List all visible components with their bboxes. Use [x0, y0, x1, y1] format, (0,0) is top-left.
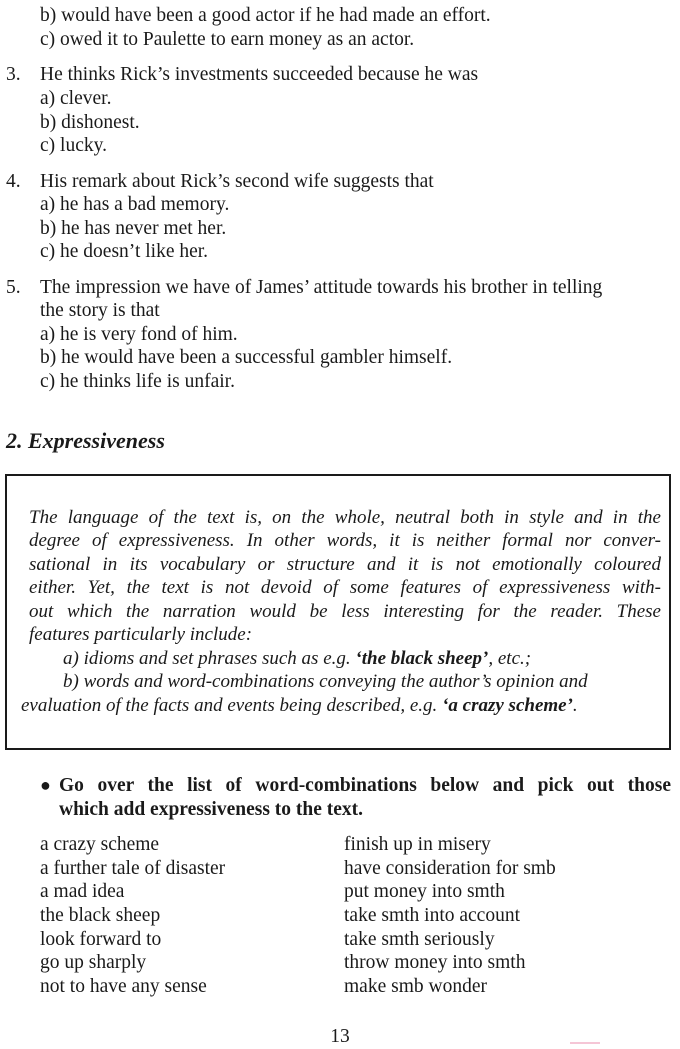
box-item-a-after: , etc.; — [488, 648, 532, 669]
list-item: take smth into account — [344, 905, 520, 927]
box-line-6: features particularly include: — [29, 624, 253, 645]
list-item: throw money into smth — [344, 952, 526, 974]
list-item: a further tale of disaster — [40, 857, 226, 879]
q2-option-c: c) owed it to Paulette to earn money as an actor. — [40, 29, 415, 50]
q3-option-b: b) dishonest. — [40, 112, 140, 133]
q3-number: 3. — [6, 64, 21, 85]
bullet-icon: ● — [40, 775, 51, 795]
q3-option-c: c) lucky. — [40, 135, 107, 156]
box-line-1: The language of the text is, on the whole, neutral both in style and in the — [29, 507, 661, 528]
explanation-box — [5, 474, 671, 750]
box-line-5: out which the narration would be less interesting for the reader. These — [29, 601, 661, 622]
section-heading: 2. Expressiveness — [6, 428, 165, 453]
q3-option-a: a) clever. — [40, 88, 112, 109]
q5-option-b: b) he would have been a successful gambler himself. — [40, 347, 453, 368]
box-item-b-line-2 — [21, 694, 578, 718]
q4-stem: His remark about Rick’s second wife suggests that — [40, 171, 434, 192]
box-line-2: degree of expressiveness. In other words, it is neither formal nor conver- — [29, 530, 661, 551]
q4-option-a: a) he has a bad memory. — [40, 194, 230, 215]
box-line-4: either. Yet, the text is not devoid of some features of expressiveness with- — [29, 577, 661, 598]
q5-number: 5. — [6, 277, 21, 298]
q3-stem: He thinks Rick’s investments succeeded because he was — [40, 64, 479, 85]
list-item: make smb wonder — [344, 976, 487, 998]
list-item: take smth seriously — [344, 928, 495, 950]
q4-option-b: b) he has never met her. — [40, 218, 227, 239]
list-item: put money into smth — [344, 881, 505, 903]
box-item-a — [63, 647, 531, 671]
q2-option-b: b) would have been a good actor if he had made an effort. — [40, 5, 491, 26]
task-line-2: which add expressiveness to the text. — [59, 799, 364, 820]
q5-option-a: a) he is very fond of him. — [40, 324, 238, 345]
box-item-a-phrase: ‘the black sheep’ — [355, 648, 489, 669]
list-item: have consideration for smb — [344, 857, 556, 879]
list-item: a crazy scheme — [40, 834, 160, 855]
word-list-right — [344, 833, 556, 999]
word-list-left — [40, 833, 225, 999]
list-item: the black sheep — [40, 905, 161, 927]
page-number: 13 — [330, 1026, 350, 1047]
list-item: go up sharply — [40, 952, 147, 974]
box-item-b-text: evaluation of the facts and events being described, e.g. — [21, 695, 443, 716]
q4-number: 4. — [6, 171, 21, 192]
q5-option-c: c) he thinks life is unfair. — [40, 371, 235, 392]
box-item-a-text: a) idioms and set phrases such as e.g. — [63, 648, 356, 669]
q5-stem-line-1: The impression we have of James’ attitude towards his brother in telling — [40, 277, 603, 298]
box-item-b-line-1: b) words and word-combinations conveying the author’s opinion and — [63, 671, 588, 692]
list-item: finish up in misery — [344, 834, 491, 855]
box-line-3: sational in its vocabulary or structure and it is not emotionally coloured — [29, 554, 661, 575]
task-line-1: Go over the list of word-combinations below and pick out those — [59, 775, 671, 796]
box-item-b-after: . — [572, 695, 578, 716]
page-mark — [570, 1042, 600, 1044]
list-item: look forward to — [40, 928, 162, 950]
list-item: a mad idea — [40, 881, 125, 903]
list-item: not to have any sense — [40, 976, 207, 998]
q5-stem-line-2: the story is that — [40, 300, 160, 321]
q4-option-c: c) he doesn’t like her. — [40, 241, 209, 262]
box-item-b-phrase: ‘a crazy scheme’ — [442, 695, 573, 716]
